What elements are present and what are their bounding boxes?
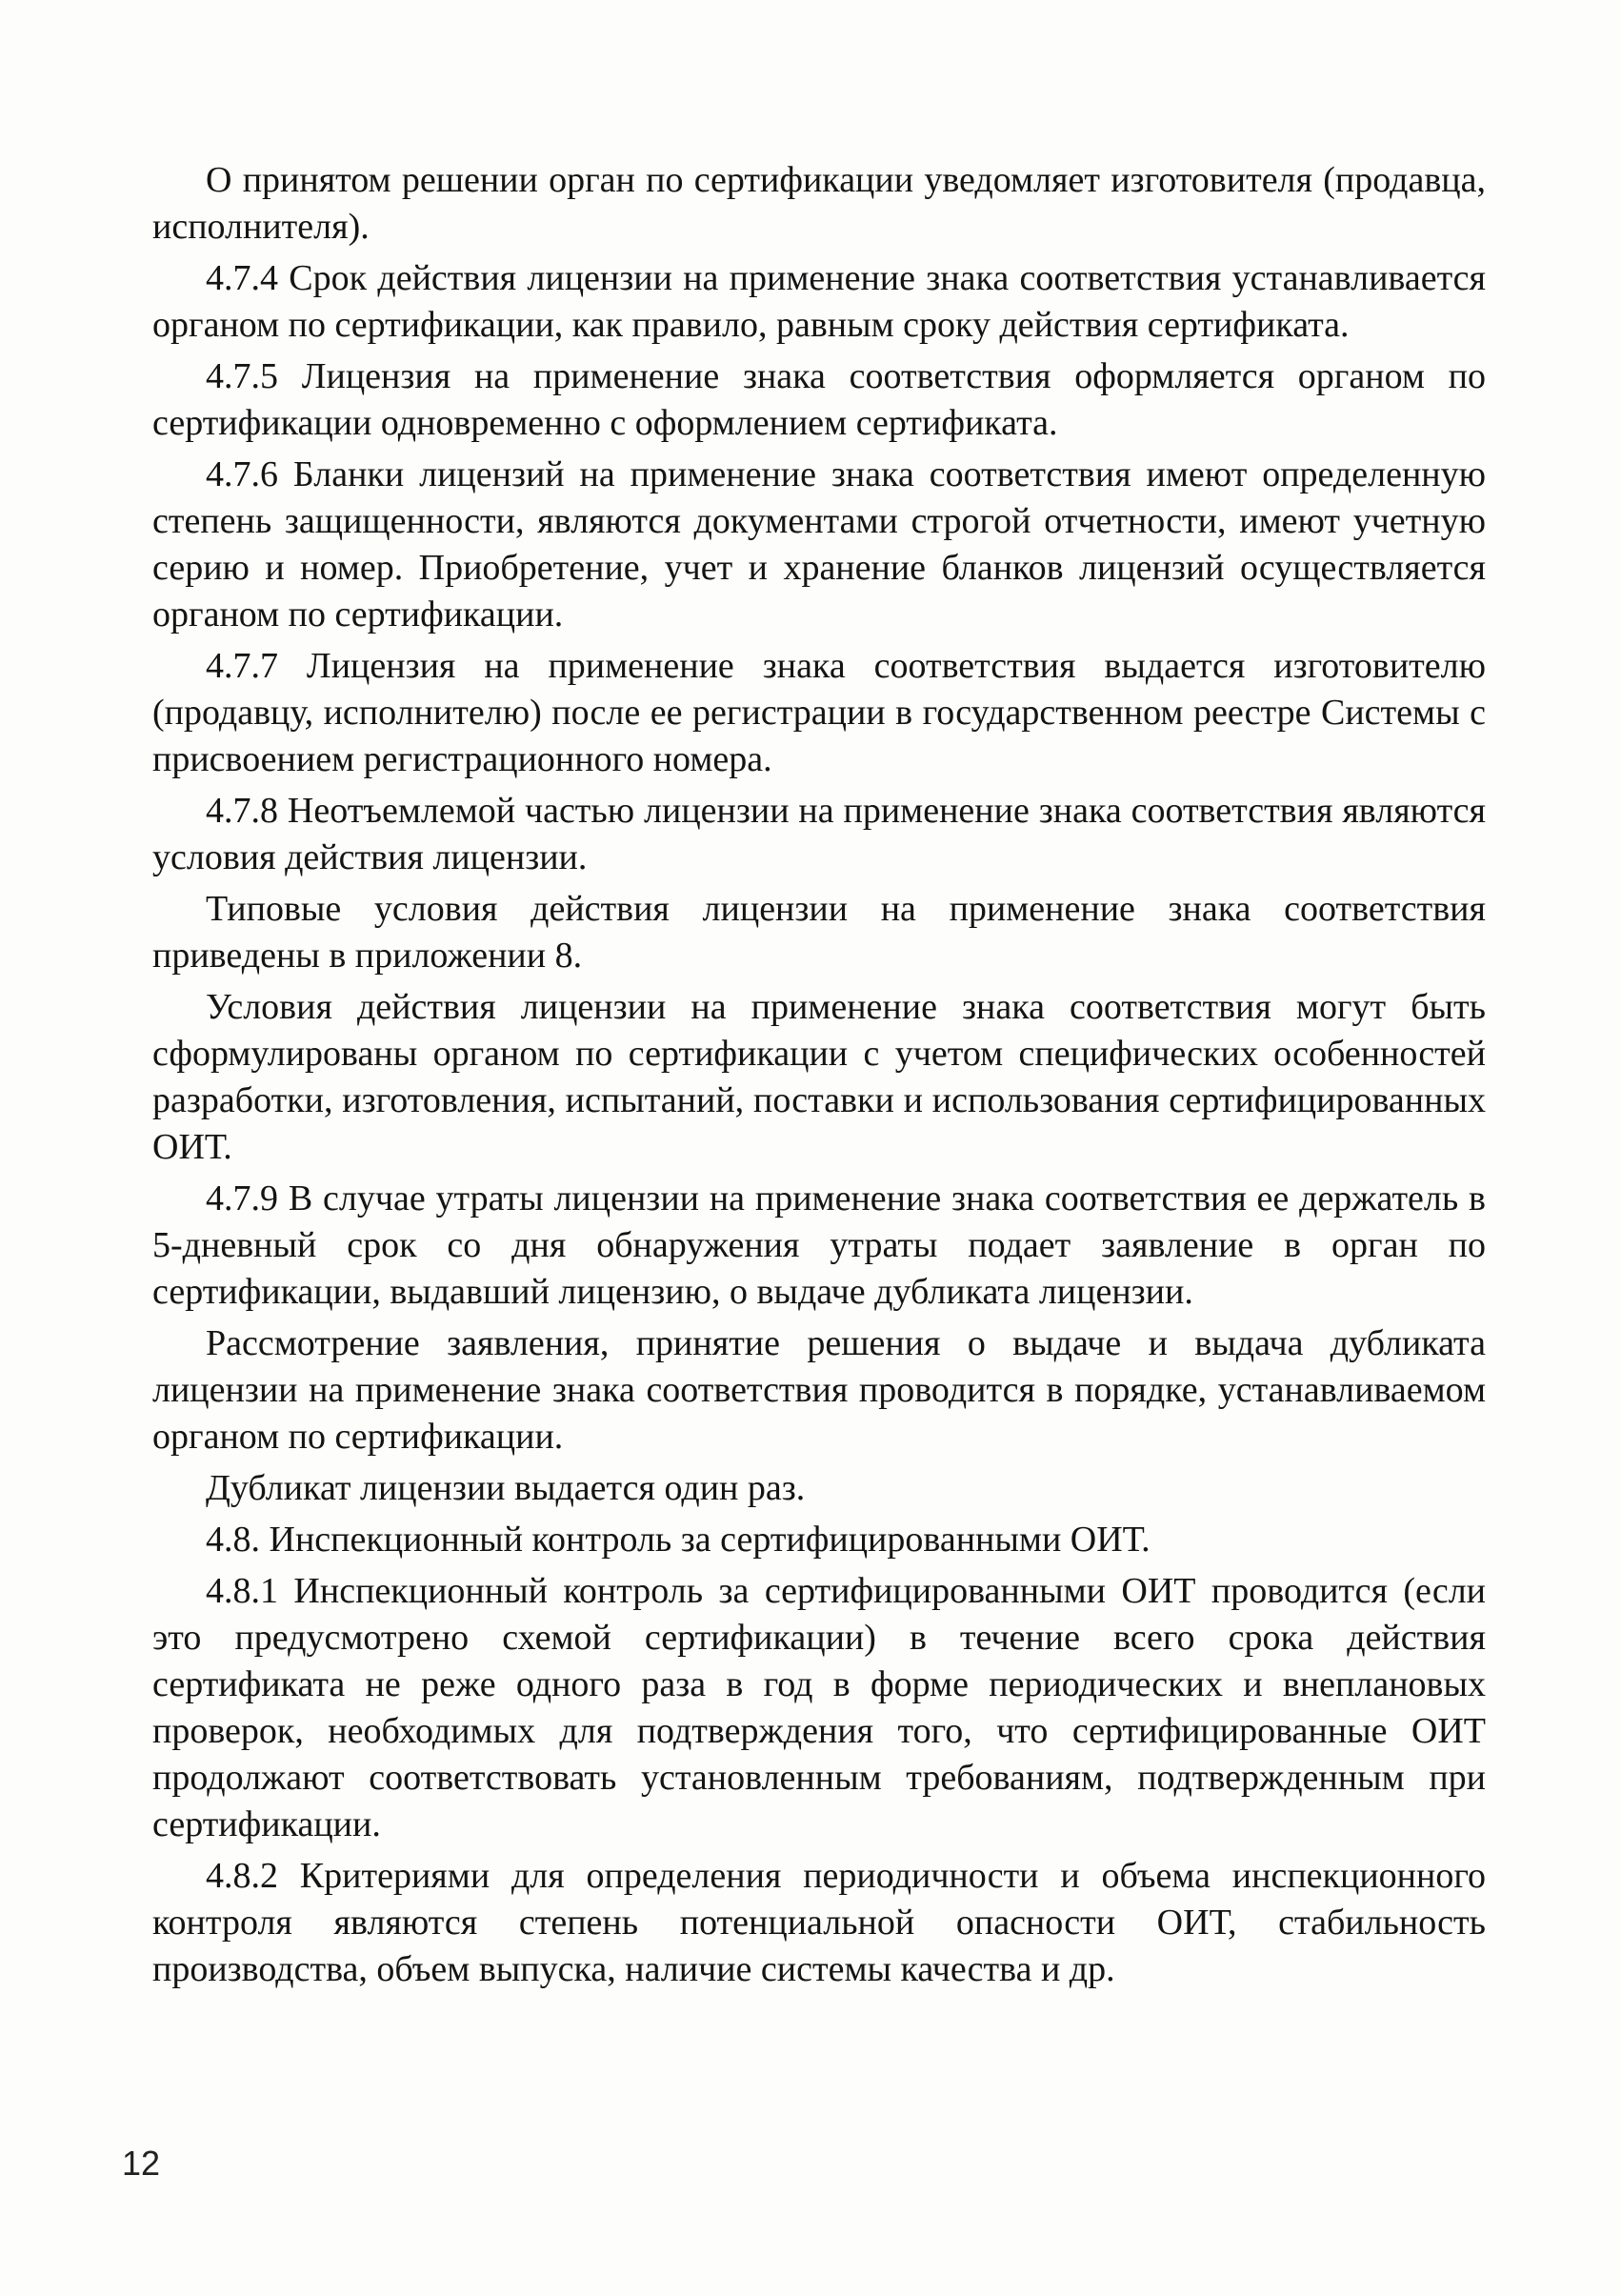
paragraph-4-8-2: 4.8.2 Критериями для определения периодичности и объема инспекционного контроля являются степень потенциальной опасности ОИТ, стабильность производства, объем выпуска, наличие системы качества и др. [152, 1856, 1486, 1989]
paragraph-duplicate-review: Рассмотрение заявления, принятие решения о выдаче и выдача дубликата лицензии на применение знака соответствия проводится в порядке, устанавливаемом органом по сертификации. [152, 1323, 1486, 1457]
paragraph-4-7-5: 4.7.5 Лицензия на применение знака соответствия оформляется органом по сертификации одновременно с оформлением сертификата. [152, 356, 1486, 443]
page-number: 12 [122, 2144, 161, 2183]
paragraph-4-7-7: 4.7.7 Лицензия на применение знака соответствия выдается изготовителю (продавцу, исполнителю) после ее регистрации в государственном реестре Системы с присвоением регистрационного номера. [152, 646, 1486, 779]
paragraph-4-7-8: 4.7.8 Неотъемлемой частью лицензии на применение знака соответствия являются условия действия лицензии. [152, 791, 1486, 877]
section-heading-4-8: 4.8. Инспекционный контроль за сертифицированными ОИТ. [206, 1520, 1151, 1560]
paragraph-4-7-4: 4.7.4 Срок действия лицензии на применение знака соответствия устанавливается органом по сертификации, как правило, равным сроку действия сертификата. [152, 258, 1486, 345]
paragraph-duplicate-once: Дубликат лицензии выдается один раз. [206, 1468, 806, 1508]
paragraph-notification: О принятом решении орган по сертификации уведомляет изготовителя (продавца, исполнителя). [152, 160, 1486, 247]
paragraph-4-7-9: 4.7.9 В случае утраты лицензии на применение знака соответствия ее держатель в 5-дневный срок со дня обнаружения утраты подает заявление в орган по сертификации, выдавший лицензию, о выдаче дубликата лицензии. [152, 1178, 1486, 1312]
paragraph-4-8-1: 4.8.1 Инспекционный контроль за сертифицированными ОИТ проводится (если это предусмотрено схемой сертификации) в течение всего срока действия сертификата не реже одного раза в год в форме периодических и внеплановых проверок, необходимых для подтверждения того, что сертифицированные ОИТ продолжают соответствовать установленным требованиям, подтвержденным при сертификации. [152, 1571, 1486, 1844]
paragraph-conditions-formulation: Условия действия лицензии на применение знака соответствия могут быть сформулированы органом по сертификации с учетом специфических особенностей разработки, изготовления, испытаний, поставки и использования сертифицированных ОИТ. [152, 987, 1486, 1167]
document-body [152, 157, 1486, 1998]
paragraph-4-7-6: 4.7.6 Бланки лицензий на применение знака соответствия имеют определенную степень защищенности, являются документами строгой отчетности, имеют учетную серию и номер. Приобретение, учет и хранение бланков лицензий осуществляется органом по сертификации. [152, 454, 1486, 634]
paragraph-typical-conditions: Типовые условия действия лицензии на применение знака соответствия приведены в приложении 8. [152, 889, 1486, 976]
